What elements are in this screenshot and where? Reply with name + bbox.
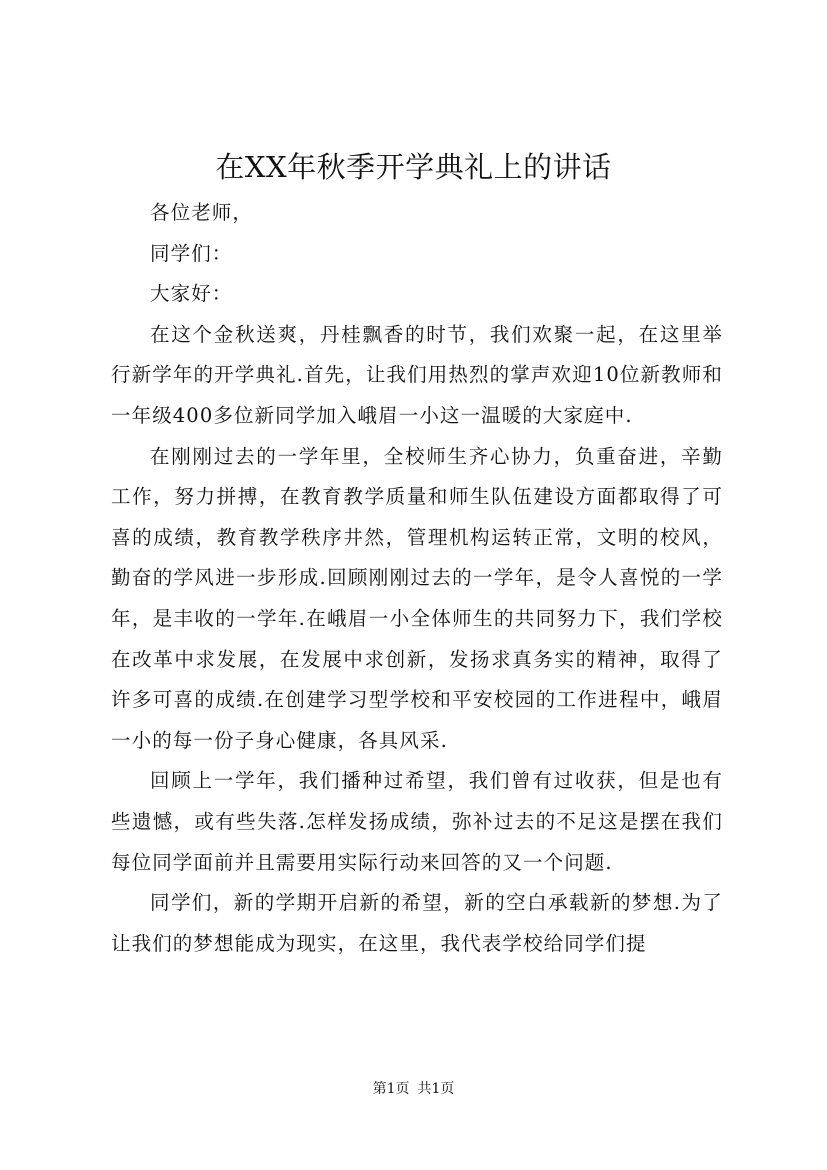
page-footer (0, 1079, 827, 1099)
salutation-greeting: 大家好： (150, 282, 233, 306)
document-title: 在XX年秋季开学典礼上的讲话 (215, 150, 612, 184)
paragraph-reflection: 回顾上一学年，我们播种过希望，我们曾有过收获，但是也有些遗憾，或有些失落.怎样发扬成绩，弥补过去的不足这是摆在我们每位同学面前并且需要用实际行动来回答的又一个问题. (111, 769, 723, 874)
paragraph-new-semester: 同学们，新的学期开启新的希望，新的空白承载新的梦想.为了让我们的梦想能成为现实，在这里，我代表学校给同学们提 (111, 891, 723, 955)
speech-body (111, 193, 723, 964)
page-total: 共1页 (417, 1081, 455, 1097)
paragraph-review: 在刚刚过去的一学年里，全校师生齐心协力，负重奋进，辛勤工作，努力拼搏，在教育教学质量和师生队伍建设方面都取得了可喜的成绩，教育教学秩序井然，管理机构运转正常，文明的校风，勤奋的学风进一步形成.回顾刚刚过去的一学年，是令人喜悦的一学年，是丰收的一学年.在峨眉一小全体师生的共同努力下，我们学校在改革中求发展，在发展中求创新，发扬求真务实的精神，取得了许多可喜的成绩.在创建学习型学校和平安校园的工作进程中，峨眉一小的每一份子身心健康，各具风采. (111, 444, 723, 752)
salutation-teachers: 各位老师， (150, 201, 254, 224)
paragraph-opening: 在这个金秋送爽，丹桂飘香的时节，我们欢聚一起，在这里举行新学年的开学典礼.首先，让我们用热烈的掌声欢迎10位新教师和一年级400多位新同学加入峨眉一小这一温暖的大家庭中. (111, 322, 723, 427)
page-number: 第1页 (372, 1081, 410, 1097)
salutation-students: 同学们： (150, 241, 233, 265)
